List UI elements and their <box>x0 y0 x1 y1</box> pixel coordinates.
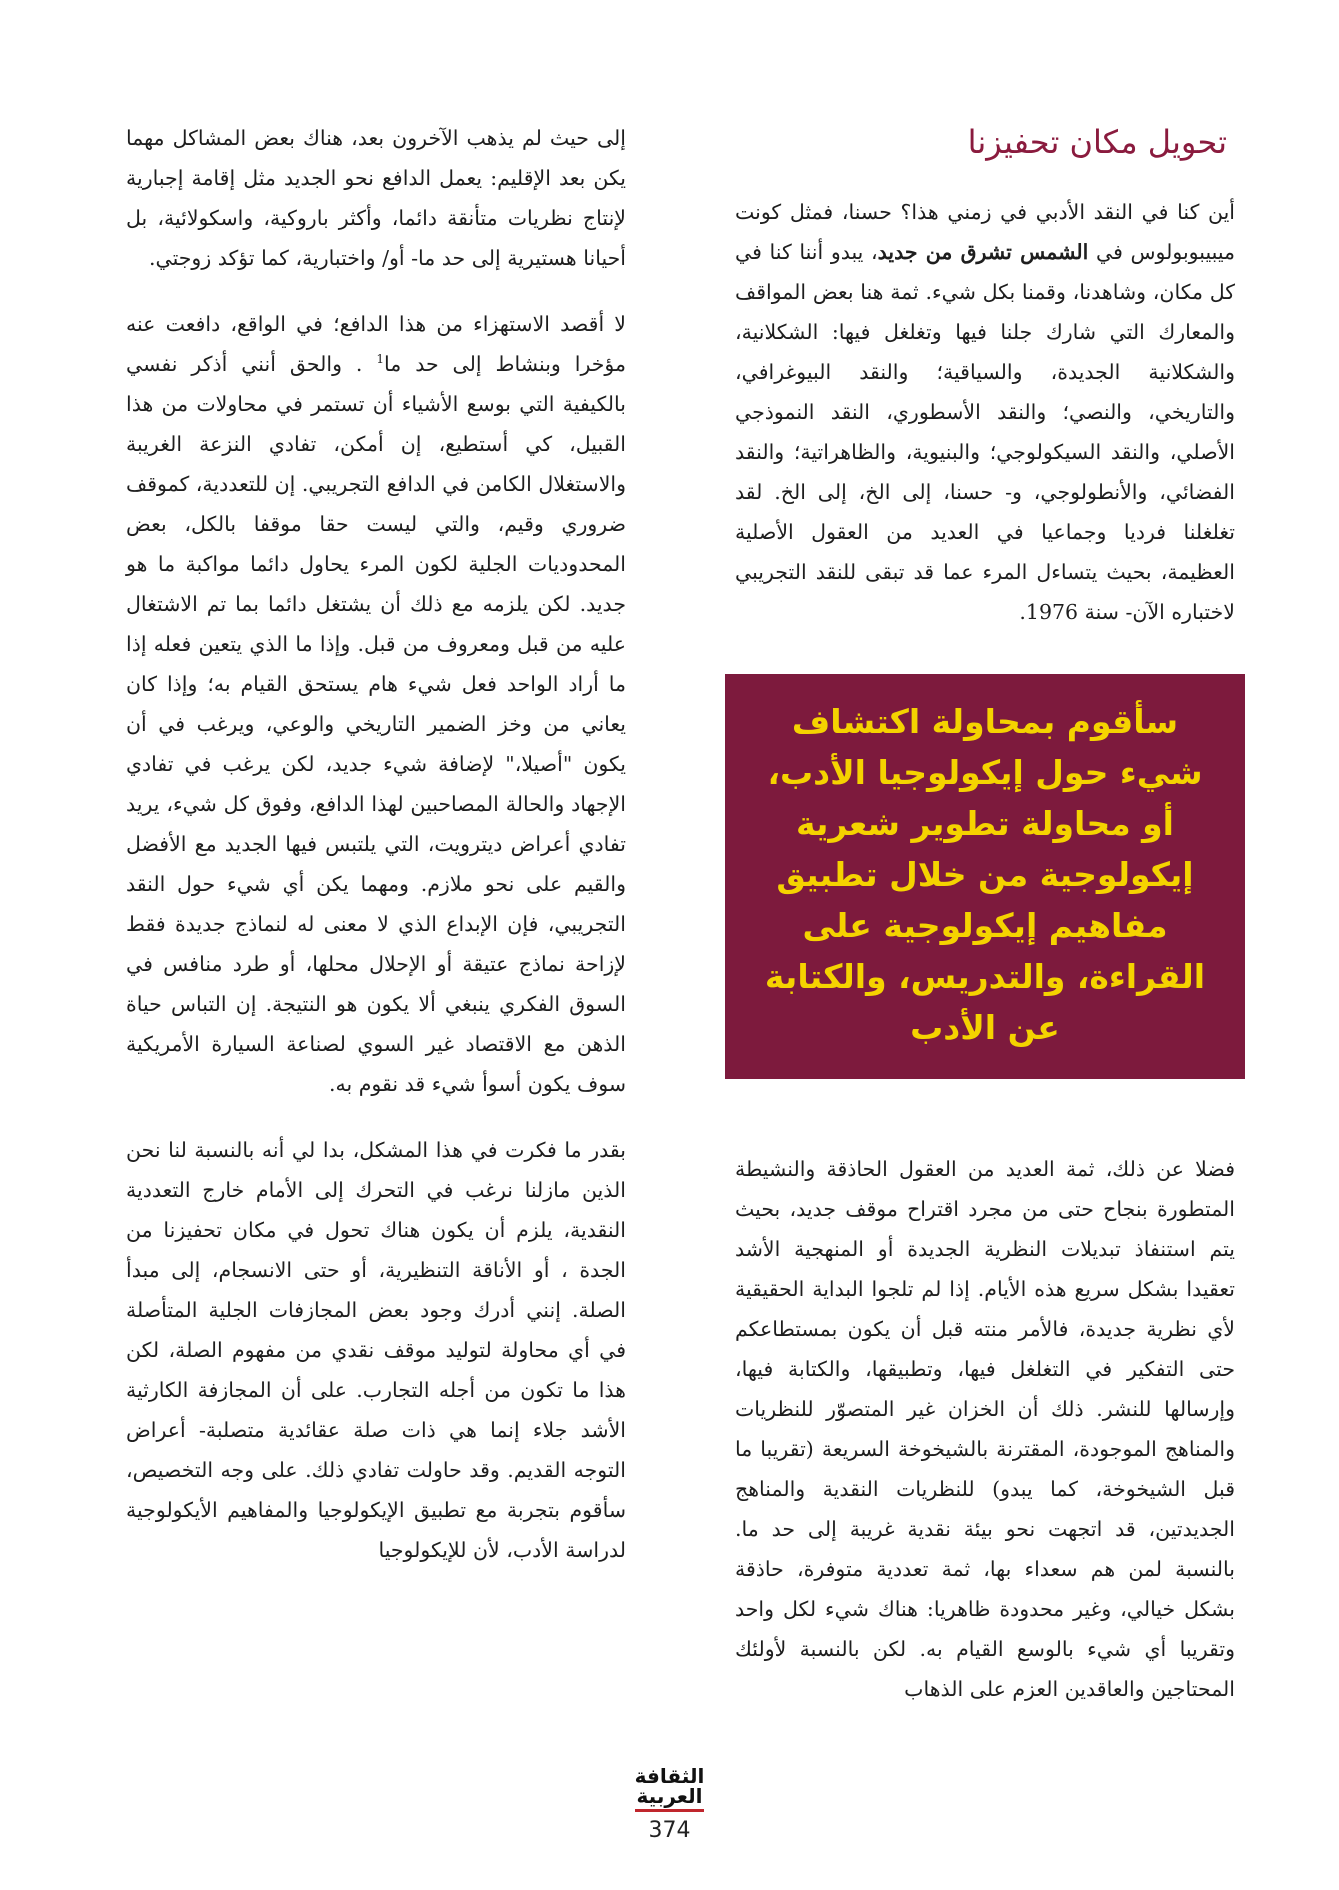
right-paragraph-1-text-a: أين كنا في النقد الأدبي في زمني هذا؟ حسنا، فمثل كونت ميبيبوبولوس في <box>735 200 1235 264</box>
section-heading: تحويل مكان تحفيزنا <box>967 123 1227 161</box>
right-paragraph-2: فضلا عن ذلك، ثمة العديد من العقول الحاذقة والنشيطة المتطورة بنجاح حتى من مجرد اقتراح موقف جديد، بحيث يتم استنفاذ تبديلات النظرية الجديدة أو المنهجية الأشد تعقيدا بشكل سريع هذه الأيام. إذا لم تلجوا البداية الحقيقية لأي نظرية جديدة، فالأمر منته قبل أن يكون بمستطاعكم حتى التفكير في التغلغل فيها، وتطبيقها، والكتابة فيها، وإرسالها للنشر. ذلك أن الخزان غير المتصوّر للنظريات والمناهج الموجودة، المقترنة بالشيخوخة السريعة (تقريبا ما قبل الشيخوخة، كما يبدو) للنظريات النقدية والمناهج الجديدتين، قد اتجهت نحو بيئة نقدية غريبة إلى حد ما. بالنسبة لمن هم سعداء بها، ثمة تعددية متوفرة، حاذقة بشكل خيالي، وغير محدودة ظاهريا: هناك شيء لكل واحد وتقريبا أي شيء بالوسع القيام به. لكن بالنسبة لأولئك المحتاجين والعاقدين العزم على الذهاب <box>735 1157 1235 1701</box>
logo-line-2: العربية <box>636 1784 703 1808</box>
pull-quote <box>725 674 1245 1079</box>
page-number: 374 <box>648 1818 691 1843</box>
left-paragraph-1: إلى حيث لم يذهب الآخرون بعد، هناك بعض المشاكل مهما يكن بعد الإقليم: يعمل الدافع نحو الجديد مثل إقامة إجبارية لإنتاج نظريات متأنقة دائما، وأكثر باروكية، واسكولائية، بل أحيانا هستيرية إلى حد ما- أو/ واختبارية، كما تؤكد زوجتي. <box>126 126 626 270</box>
pull-quote-line: أو محاولة تطوير شعرية <box>796 804 1174 843</box>
book-title: الشمس تشرق من جديد <box>877 240 1089 264</box>
left-paragraph-2-text-a: لا أقصد الاستهزاء من هذا الدافع؛ في الواقع، دافعت عنه مؤخرا وبنشاط إلى حد ما <box>126 312 626 376</box>
footnote-marker[interactable]: 1 <box>376 352 385 367</box>
magazine-logo <box>635 1766 705 1812</box>
logo-line-1: الثقافة <box>634 1764 705 1788</box>
left-column <box>126 118 626 1596</box>
pull-quote-line: شيء حول إيكولوجيا الأدب، <box>767 753 1203 792</box>
left-paragraph-3: بقدر ما فكرت في هذا المشكل، بدا لي أنه بالنسبة لنا نحن الذين مازلنا نرغب في التحرك إلى الأمام خارج التعددية النقدية، يلزم أن يكون هناك تحول في مكان تحفيزنا من الجدة ، أو الأناقة التنظيرية، أو حتى الانسجام، إلى مبدأ الصلة. إنني أدرك وجود بعض المجازفات الجلية المتأصلة في أي محاولة لتوليد موقف نقدي من مفهوم الصلة، لكن هذا ما تكون من أجله التجارب. على أن المجازفة الكارثية الأشد جلاء إنما هي ذات صلة عقائدية متصلبة- أعراض التوجه القديم. وقد حاولت تفادي ذلك. على وجه التخصيص، سأقوم بتجربة مع تطبيق الإيكولوجيا والمفاهيم الأيكولوجية لدراسة الأدب، لأن للإيكولوجيا <box>126 1138 626 1562</box>
right-paragraph-1-text-b: ، يبدو أننا كنا في كل مكان، وشاهدنا، وقمنا بكل شيء. ثمة هنا بعض المواقف والمعارك التي شارك جلنا فيها وتغلغل فيها: الشكلانية، والشكلانية الجديدة، والسياقية؛ والنقد البيوغرافي، والتاريخي، والنصي؛ والنقد الأسطوري، النقد النموذجي الأصلي، والنقد السيكولوجي؛ والبنيوية، والظاهراتية؛ والنقد الفضائي، والأنطولوجي، و- حسنا، إلى الخ، إلى الخ. لقد تغلغلنا فرديا وجماعيا في العديد من العقول الأصلية العظيمة، بحيث يتساءل المرء عما قد تبقى للنقد التجريبي لاختباره الآن- سنة 1976. <box>735 240 1235 624</box>
pull-quote-line: عن الأدب <box>910 1008 1060 1047</box>
page-footer <box>0 1766 1339 1843</box>
left-paragraph-2-text-b: . والحق أنني أذكر نفسي بالكيفية التي بوسع الأشياء أن تستمر في محاولات من هذا القبيل، كي أستطيع، إن أمكن، تفادي النزعة الغريبة والاستغلال الكامن في الدافع التجريبي. إن للتعددية، كموقف ضروري وقيم، والتي ليست حقا موقفا بالكل، بعض المحدوديات الجلية لكون المرء يحاول دائما مواكبة ما هو جديد. لكن يلزمه مع ذلك أن يشتغل دائما بما تم الاشتغال عليه من قبل ومعروف من قبل. وإذا ما الذي يتعين فعله إذا ما أراد الواحد فعل شيء هام يستحق القيام به؛ وإذا كان يعاني من وخز الضمير التاريخي والوعي، ويرغب في أن يكون "أصيلا،" لإضافة شيء جديد، لكن يرغب في تفادي الإجهاد والحالة المصاحبين لهذا الدافع، وفوق كل شيء، يريد تفادي أعراض ديترويت، التي يلتبس فيها الجديد مع الأفضل والقيم على نحو ملازم. ومهما يكن أي شيء حول النقد التجريبي، فإن الإبداع الذي لا معنى له لنماذج جديدة فقط لإزاحة نماذج عتيقة أو الإحلال محلها، أو طرد منافس في السوق الفكري ينبغي ألا يكون هو النتيجة. إن التباس حياة الذهن مع الاقتصاد غير السوي لصناعة السيارة الأمريكية سوف يكون أسوأ شيء قد نقوم به. <box>126 352 626 1096</box>
left-paragraph-2 <box>126 304 626 1104</box>
pull-quote-line: مفاهيم إيكولوجية على <box>802 906 1168 945</box>
pull-quote-line: القراءة، والتدريس، والكتابة <box>764 957 1206 996</box>
pull-quote-line: سأقوم بمحاولة اكتشاف <box>791 702 1179 741</box>
right-paragraph-1 <box>735 192 1235 632</box>
right-column <box>735 118 1235 1735</box>
pull-quote-line: إيكولوجية من خلال تطبيق <box>776 855 1194 894</box>
